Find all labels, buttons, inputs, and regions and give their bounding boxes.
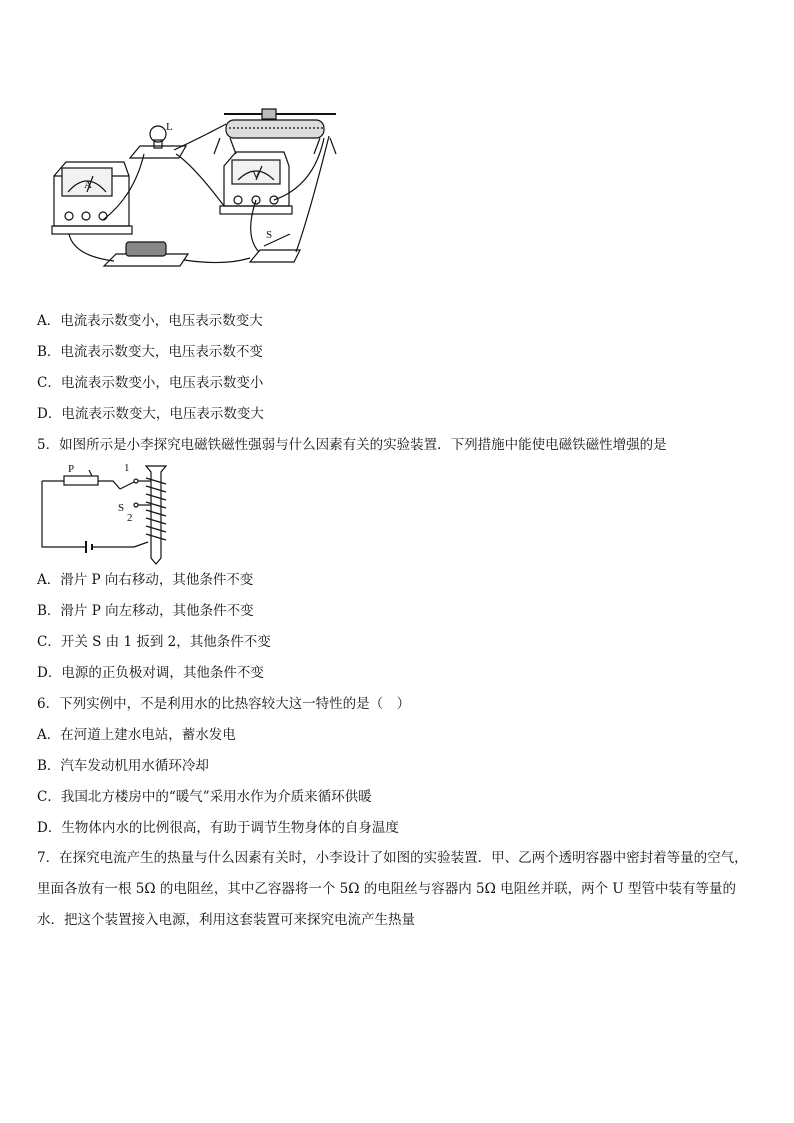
q4-option-c: C．电流表示数变小，电压表示数变小 — [37, 375, 264, 391]
q6-option-c: C．我国北方楼房中的“暖气”采用水作为介质来循环供暖 — [37, 789, 372, 805]
slider-label: P — [68, 463, 75, 475]
q4-option-b: B．电流表示数变大，电压表示数不变 — [37, 344, 263, 360]
q6-option-d: D．生物体内水的比例很高，有助于调节生物身体的自身温度 — [37, 820, 399, 836]
q7-text: 7．在探究电流产生的热量与什么因素有关时，小李设计了如图的实验装置．甲、乙两个透明容器中密封着等量的空气，里面各放有一根 5Ω 的电阻丝，其中乙容器将一个 5Ω 的电阻丝与容器内 5Ω 电阻丝并联，两个 U 型管中装有等量的水．把这个装置接入电源，利用这套装置可来探究电流产生热量 — [37, 850, 748, 928]
ammeter-label: A — [84, 179, 92, 191]
lamp-label: L — [166, 121, 173, 133]
voltmeter-label: V — [252, 169, 260, 181]
contact-1-label: 1 — [124, 462, 130, 474]
electromagnet-circuit-figure — [38, 462, 168, 566]
q6-stem: 6．下列实例中，不是利用水的比热容较大这一特性的是（ ） — [37, 696, 411, 712]
contact-2-label: 2 — [127, 512, 133, 524]
q6-option-a: A．在河道上建水电站，蓄水发电 — [37, 727, 236, 743]
q4-option-a: A．电流表示数变小，电压表示数变大 — [37, 313, 263, 329]
circuit-figure-1 — [44, 106, 344, 276]
q5-option-a: A．滑片 P 向右移动，其他条件不变 — [37, 572, 254, 588]
q6-option-b: B．汽车发动机用水循环冷却 — [37, 758, 209, 774]
q4-option-d: D．电流表示数变大，电压表示数变大 — [37, 406, 264, 422]
q5-stem: 5．如图所示是小李探究电磁铁磁性强弱与什么因素有关的实验装置．下列措施中能使电磁铁磁性增强的是 — [37, 437, 667, 453]
switch-label: S — [266, 229, 273, 241]
q5-option-b: B．滑片 P 向左移动，其他条件不变 — [37, 603, 254, 619]
switch-s-label: S — [118, 502, 125, 514]
q5-option-c: C．开关 S 由 1 扳到 2，其他条件不变 — [37, 634, 271, 650]
q5-option-d: D．电源的正负极对调，其他条件不变 — [37, 665, 264, 681]
